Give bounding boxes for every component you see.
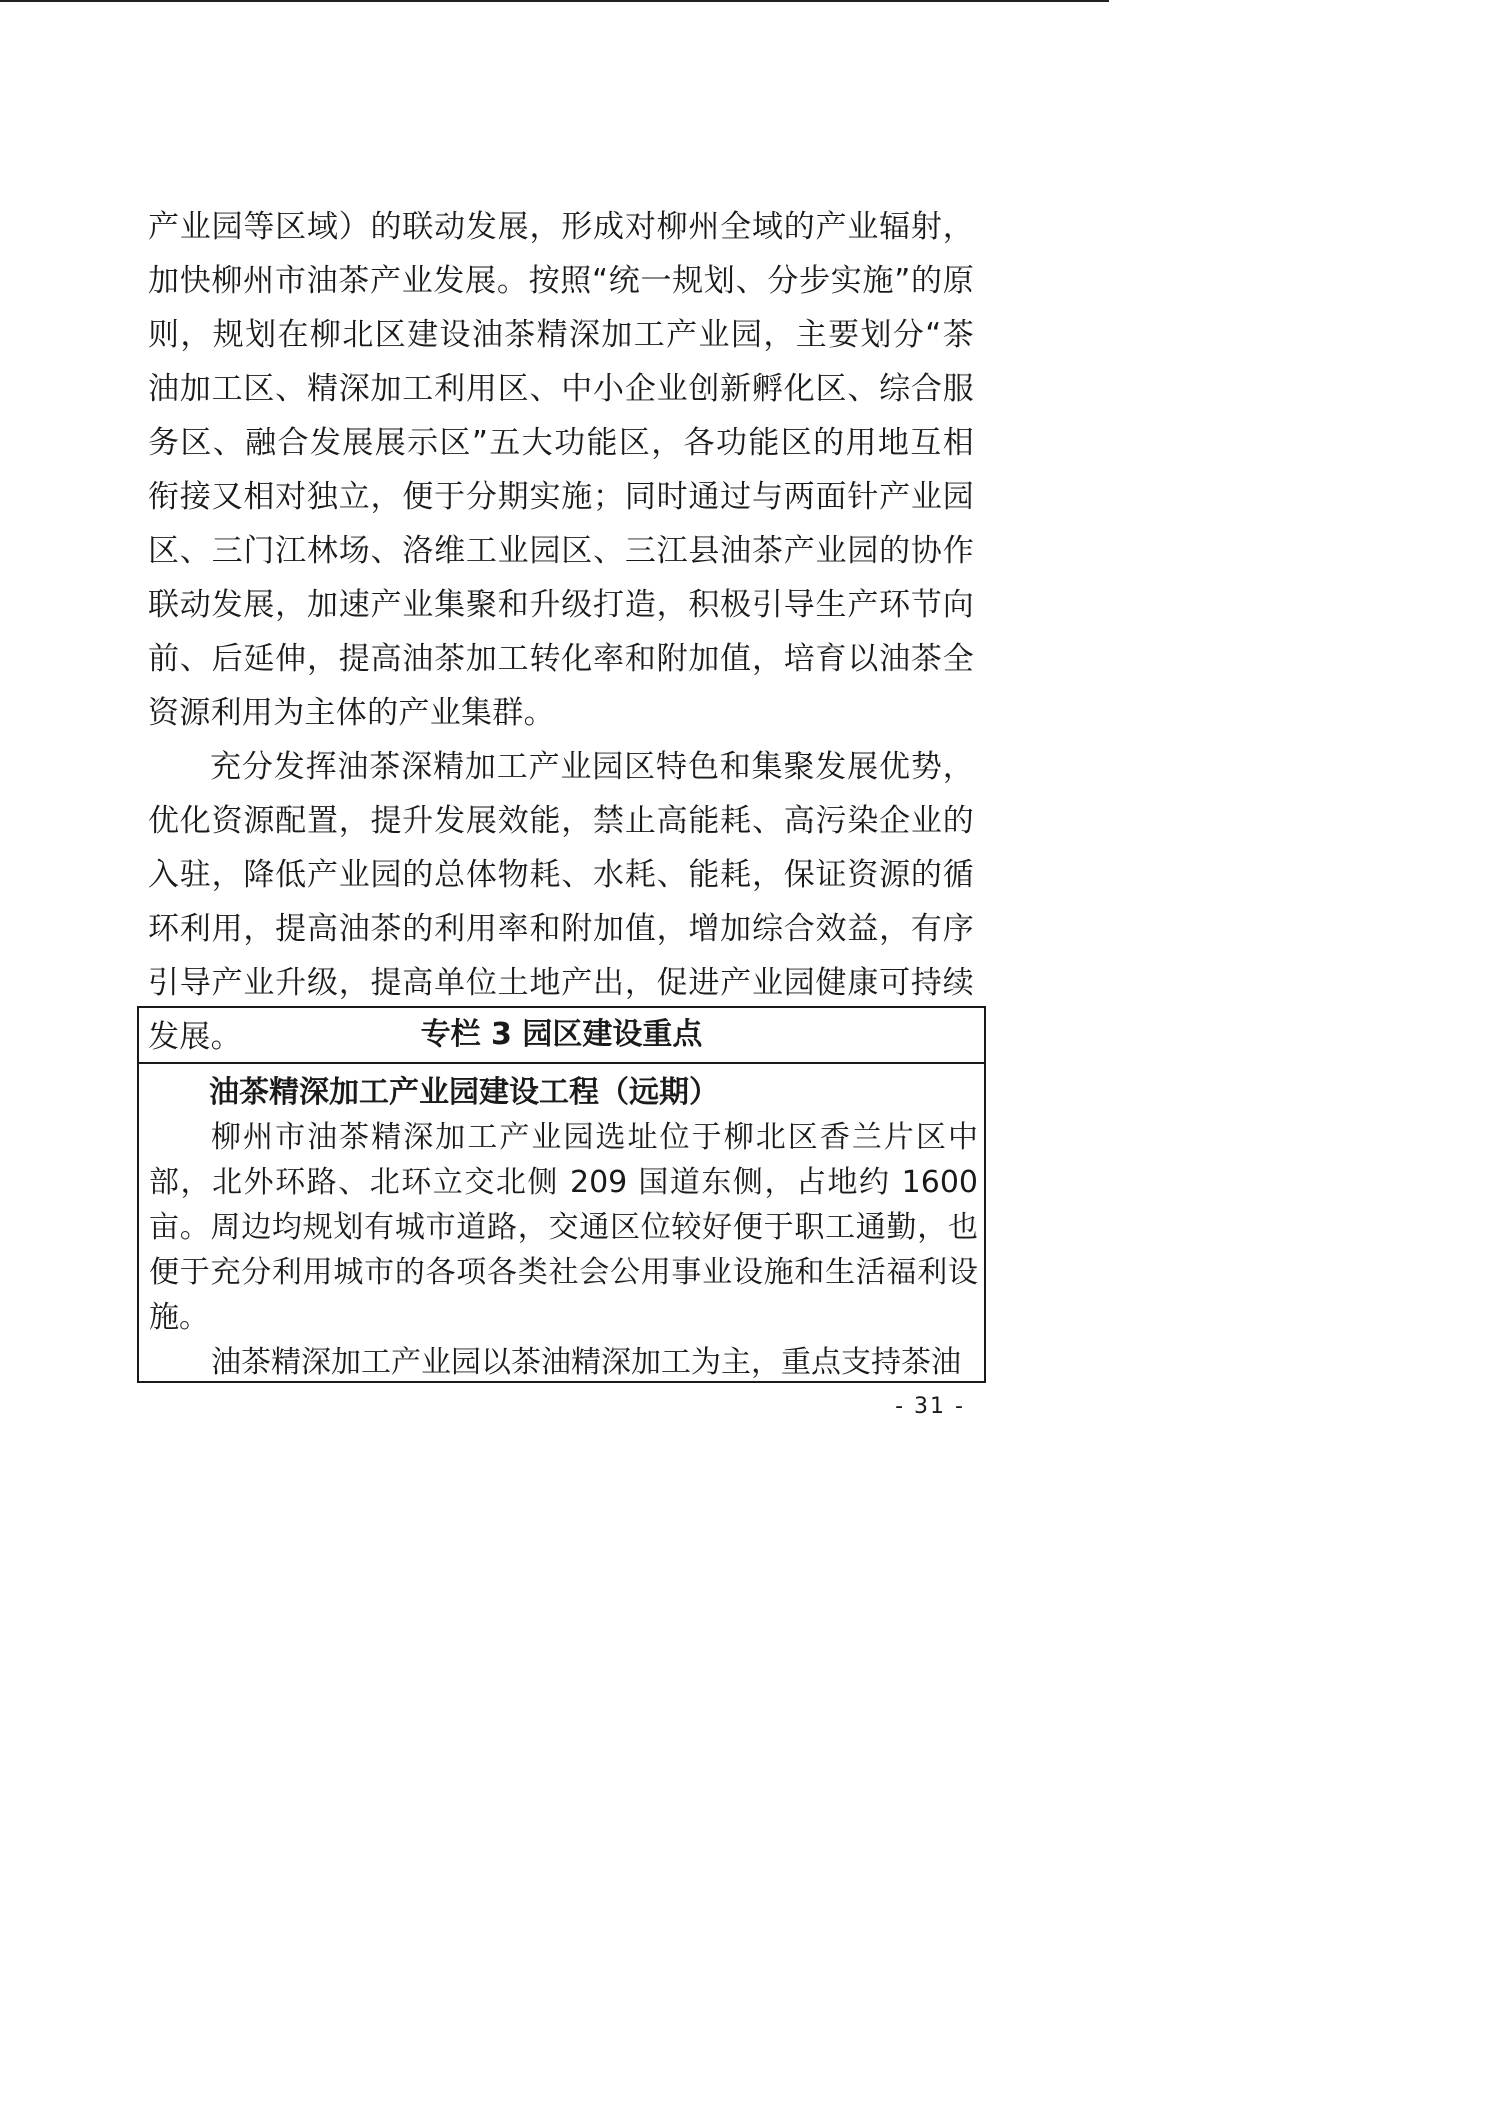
top-border-line [0,0,1109,2]
feature-box [137,1006,986,1383]
feature-box-title: 专栏 3 园区建设重点 [139,1008,984,1064]
feature-box-paragraph-2: 油茶精深加工产业园以茶油精深加工为主，重点支持茶油 [211,1345,961,1380]
feature-box-body [139,1064,984,1383]
body-paragraph-1: 产业园等区域）的联动发展，形成对柳州全域的产业辐射，加快柳州市油茶产业发展。按照“统一规划、分步实施”的原则，规划在柳北区建设油茶精深加工产业园，主要划分“茶油加工区、精深加工利用区、中小企业创新孵化区、综合服务区、融合发展展示区”五大功能区，各功能区的用地互相衔接又相对独立，便于分期实施；同时通过与两面针产业园区、三门江林场、洛维工业园区、三江县油茶产业园的协作联动发展，加速产业集聚和升级打造，积极引导生产环节向前、后延伸，提高油茶加工转化率和附加值，培育以油茶全资源利用为主体的产业集群。 [148,209,974,731]
body-text [148,200,974,1064]
feature-box-heading: 油茶精深加工产业园建设工程（远期） [209,1075,719,1110]
body-paragraph-2: 充分发挥油茶深精加工产业园区特色和集聚发展优势，优化资源配置，提升发展效能，禁止高能耗、高污染企业的入驻，降低产业园的总体物耗、水耗、能耗，保证资源的循环利用，提高油茶的利用率和附加值，增加综合效益，有序引导产业升级，提高单位土地产出，促进产业园健康可持续发展。 [148,749,974,1055]
feature-box-paragraph-1: 柳州市油茶精深加工产业园选址位于柳北区香兰片区中部，北外环路、北环立交北侧 209 国道东侧，占地约 1600 亩。周边均规划有城市道路，交通区位较好便于职工通勤，也便于充分利用城市的各项各类社会公用事业设施和生活福利设施。 [149,1120,978,1335]
page-number: - 31 - [895,1394,965,1419]
